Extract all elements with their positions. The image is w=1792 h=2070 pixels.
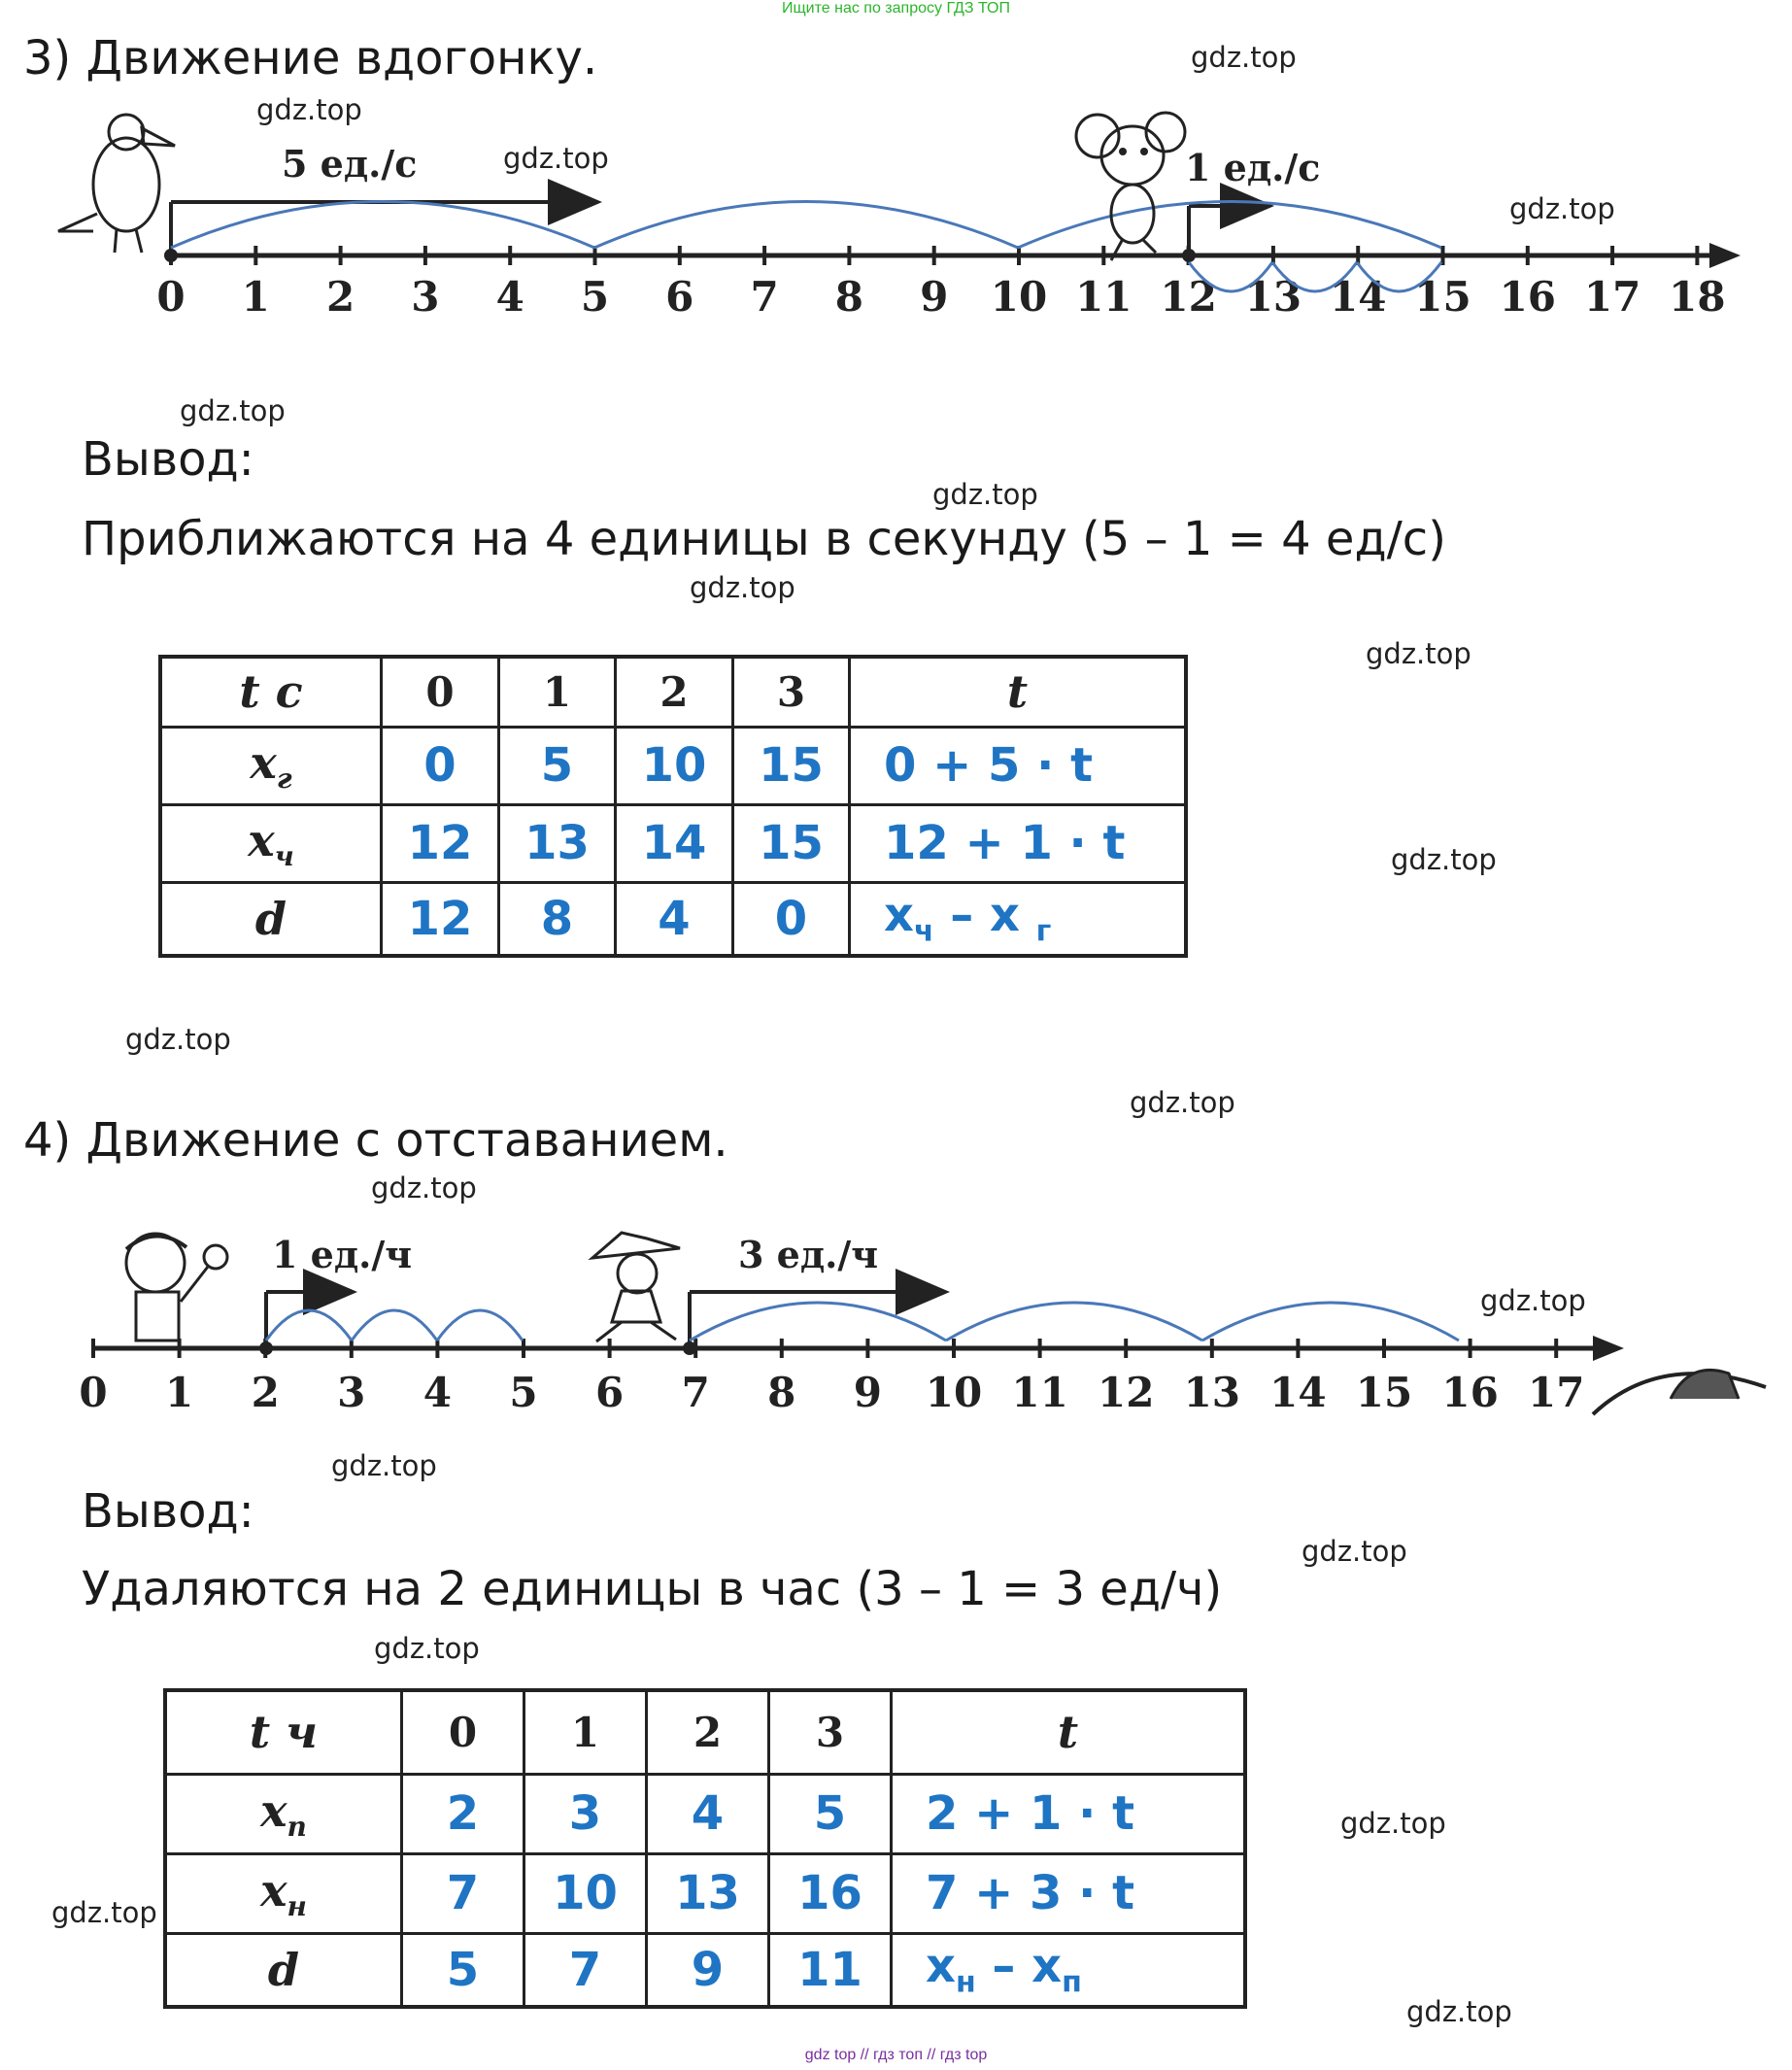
- table-cell: 16: [769, 1853, 892, 1933]
- watermark: gdz.top: [1391, 843, 1497, 876]
- jump-arc: [1018, 202, 1441, 249]
- speed-label-left: 1 ед./ч: [272, 1233, 413, 1276]
- formula-cell: [850, 882, 1187, 956]
- formula-cell: 7 + 3 · t: [892, 1853, 1246, 1933]
- axis-tick-label: 6: [594, 1369, 625, 1416]
- axis-tick-label: 17: [1527, 1369, 1585, 1416]
- jump-arc-small: [266, 1310, 352, 1340]
- table-cell: 15: [733, 804, 850, 882]
- row-label-main: x: [250, 735, 277, 789]
- formula-part: – x: [933, 888, 1036, 943]
- axis-tick-label: 10: [925, 1369, 983, 1416]
- watermark: gdz.top: [371, 1171, 477, 1205]
- header-cell: t: [850, 657, 1187, 727]
- axis-tick-label: 14: [1329, 273, 1387, 321]
- watermark: gdz.top: [256, 93, 362, 126]
- axis-tick-label: 9: [853, 1369, 883, 1416]
- axis-tick-label: 3: [411, 273, 440, 321]
- section3-heading: 3) Движение вдогонку.: [23, 31, 598, 85]
- row-label-sub: г: [276, 763, 292, 796]
- axis-tick-label: 12: [1160, 273, 1217, 321]
- start-point-left: [164, 249, 178, 262]
- header-cell: 1: [499, 657, 616, 727]
- formula-sub: ч: [913, 915, 934, 950]
- axis-tick-label: 3: [337, 1369, 366, 1416]
- jump-arc: [1202, 1303, 1459, 1340]
- mouse-icon: [1076, 113, 1185, 260]
- jump-arc-small: [437, 1310, 523, 1340]
- row-label-main: x: [260, 1863, 287, 1917]
- start-point-right: [1182, 249, 1196, 262]
- axis-tick-label: 4: [495, 273, 524, 321]
- runner-icon: [592, 1233, 680, 1341]
- table-cell: 5: [499, 727, 616, 804]
- formula-part: x: [926, 1939, 956, 1994]
- bottom-banner: gdz top // гдз топ // гдз top: [804, 2047, 988, 2063]
- jump-arc: [594, 202, 1018, 249]
- table-row: [165, 1933, 1245, 2007]
- table-row: [160, 882, 1186, 956]
- formula-cell: 2 + 1 · t: [892, 1774, 1246, 1853]
- table-header-row: [160, 657, 1186, 727]
- header-cell: 2: [647, 1690, 769, 1774]
- header-cell: t ч: [165, 1690, 402, 1774]
- watermark: gdz.top: [1406, 1995, 1512, 2028]
- row-label-main: d: [267, 1943, 300, 1996]
- row-label: [165, 1774, 402, 1853]
- start-point-left: [259, 1341, 273, 1355]
- walker-icon: [126, 1234, 227, 1340]
- table-cell: 7: [402, 1853, 524, 1933]
- table-cell: 11: [769, 1933, 892, 2007]
- table-row: [160, 804, 1186, 882]
- axis-tick-label: 8: [767, 1369, 796, 1416]
- header-cell: 3: [769, 1690, 892, 1774]
- top-banner: Ищите нас по запросу ГДЗ ТОП: [782, 0, 1010, 17]
- row-label: [165, 1933, 402, 2007]
- section4-table: [163, 1688, 1247, 2009]
- table-cell: 15: [733, 727, 850, 804]
- axis-tick-label: 11: [1011, 1369, 1068, 1416]
- section4-conclusion-text: Удаляются на 2 единицы в час (3 – 1 = 3 ед/ч): [82, 1562, 1223, 1616]
- axis-tick-label: 11: [1075, 273, 1133, 321]
- section4-conclusion-label: Вывод:: [82, 1484, 254, 1539]
- table-cell: 7: [524, 1933, 647, 2007]
- axis-tick-label: 2: [251, 1369, 280, 1416]
- table-row: [165, 1774, 1245, 1853]
- axis-tick-label: 8: [834, 273, 864, 321]
- axis-tick-label: 1: [164, 1369, 194, 1416]
- header-cell: 3: [733, 657, 850, 727]
- axis-tick-label: 16: [1499, 273, 1557, 321]
- row-label-sub: п: [287, 1811, 307, 1844]
- formula-cell: [892, 1933, 1246, 2007]
- jump-arc: [946, 1303, 1202, 1340]
- watermark: gdz.top: [51, 1896, 157, 1929]
- section3-conclusion-label: Вывод:: [82, 432, 254, 487]
- speed-label-right: 3 ед./ч: [738, 1233, 879, 1276]
- formula-cell: 0 + 5 · t: [850, 727, 1187, 804]
- watermark: gdz.top: [1340, 1807, 1446, 1840]
- section4-heading: 4) Движение с отставанием.: [23, 1113, 728, 1168]
- watermark: gdz.top: [1366, 637, 1471, 670]
- header-cell: t с: [160, 657, 382, 727]
- axis-tick-label: 7: [750, 273, 779, 321]
- row-label: [160, 882, 382, 956]
- table-cell: 12: [382, 804, 499, 882]
- axis-arrowhead: [1593, 1336, 1624, 1361]
- axis-tick-label: 18: [1669, 273, 1726, 321]
- formula-sub: н: [955, 1966, 976, 2001]
- watermark: gdz.top: [331, 1449, 437, 1482]
- table-row: [165, 1853, 1245, 1933]
- row-label-sub: н: [287, 1890, 307, 1923]
- jump-arc: [690, 1303, 946, 1340]
- axis-tick-label: 14: [1269, 1369, 1327, 1416]
- watermark: gdz.top: [1191, 41, 1297, 74]
- number-line-2: [79, 1233, 1766, 1416]
- hat-icon: [1593, 1370, 1766, 1414]
- axis-tick-label: 13: [1183, 1369, 1241, 1416]
- axis-tick-label: 15: [1355, 1369, 1413, 1416]
- axis-tick-label: 2: [325, 273, 355, 321]
- watermark: gdz.top: [1130, 1086, 1235, 1119]
- speed-label-right: 1 ед./с: [1185, 146, 1321, 189]
- header-cell: 2: [616, 657, 733, 727]
- axis-tick-label: 9: [920, 273, 949, 321]
- watermark: gdz.top: [1302, 1535, 1407, 1568]
- start-point-right: [683, 1341, 696, 1355]
- axis-arrowhead: [1709, 243, 1741, 268]
- table-row: [160, 727, 1186, 804]
- fox-icon: [58, 115, 175, 253]
- speed-label-left: 5 ед./с: [282, 142, 418, 186]
- watermark: gdz.top: [932, 478, 1038, 511]
- table-cell: 4: [616, 882, 733, 956]
- jump-arc-small: [352, 1310, 437, 1340]
- table-cell: 2: [402, 1774, 524, 1853]
- watermark: gdz.top: [1509, 192, 1615, 225]
- table-cell: 0: [382, 727, 499, 804]
- formula-sub: п: [1062, 1966, 1082, 2001]
- axis-tick-label: 0: [156, 273, 186, 321]
- table-cell: 12: [382, 882, 499, 956]
- axis-tick-label: 5: [509, 1369, 538, 1416]
- table-header-row: [165, 1690, 1245, 1774]
- table-cell: 0: [733, 882, 850, 956]
- row-label-main: d: [254, 892, 287, 945]
- watermark: gdz.top: [690, 571, 795, 604]
- watermark: gdz.top: [125, 1023, 231, 1056]
- section3-table: [158, 655, 1188, 958]
- table-cell: 3: [524, 1774, 647, 1853]
- watermark: gdz.top: [1480, 1284, 1586, 1317]
- axis-tick-label: 1: [241, 273, 270, 321]
- header-cell: 0: [382, 657, 499, 727]
- formula-part: x: [884, 888, 914, 943]
- table-cell: 14: [616, 804, 733, 882]
- axis-tick-label: 12: [1097, 1369, 1155, 1416]
- axis-tick-label: 5: [580, 273, 610, 321]
- axis-tick-label: 7: [681, 1369, 710, 1416]
- axis-tick-label: 16: [1441, 1369, 1499, 1416]
- header-cell: 1: [524, 1690, 647, 1774]
- axis-tick-label: 13: [1244, 273, 1302, 321]
- axis-tick-label: 15: [1414, 273, 1471, 321]
- formula-part: – x: [975, 1939, 1063, 1994]
- table-cell: 4: [647, 1774, 769, 1853]
- table-cell: 10: [616, 727, 733, 804]
- axis-tick-label: 6: [665, 273, 694, 321]
- header-cell: t: [892, 1690, 1246, 1774]
- axis-tick-label: 10: [990, 273, 1048, 321]
- row-label-sub: ч: [274, 840, 294, 873]
- number-line-1: [58, 113, 1741, 321]
- header-cell: 0: [402, 1690, 524, 1774]
- row-label: [165, 1853, 402, 1933]
- table-cell: 9: [647, 1933, 769, 2007]
- row-label-main: x: [248, 813, 275, 866]
- row-label: [160, 727, 382, 804]
- watermark: gdz.top: [503, 142, 609, 175]
- table-cell: 10: [524, 1853, 647, 1933]
- table-cell: 13: [499, 804, 616, 882]
- formula-cell: 12 + 1 · t: [850, 804, 1187, 882]
- axis-tick-label: 4: [423, 1369, 453, 1416]
- row-label-main: x: [260, 1783, 287, 1837]
- axis-tick-label: 0: [79, 1369, 108, 1416]
- axis-tick-label: 17: [1583, 273, 1641, 321]
- table-cell: 5: [769, 1774, 892, 1853]
- watermark: gdz.top: [180, 394, 286, 427]
- table-cell: 13: [647, 1853, 769, 1933]
- section3-conclusion-text: Приближаются на 4 единицы в секунду (5 – 1 = 4 ед/с): [82, 512, 1446, 566]
- row-label: [160, 804, 382, 882]
- formula-sub: г: [1035, 915, 1052, 950]
- table-cell: 8: [499, 882, 616, 956]
- jump-arc: [171, 202, 594, 249]
- watermark: gdz.top: [374, 1632, 480, 1665]
- table-cell: 5: [402, 1933, 524, 2007]
